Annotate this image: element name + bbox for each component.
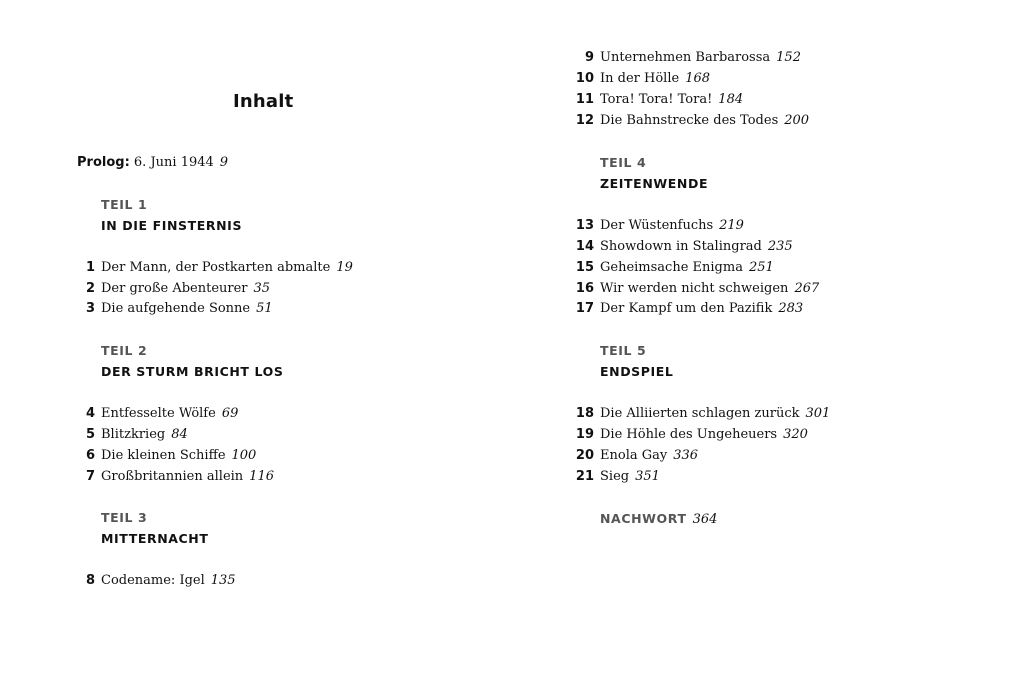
nachwort-page: 364 (692, 512, 718, 527)
chapter-page: 84 (171, 427, 188, 442)
chapter-number: 19 (575, 427, 594, 442)
chapter-number: 18 (575, 406, 594, 421)
chapter-number: 5 (85, 427, 95, 442)
toc-heading: Inhalt (233, 91, 294, 112)
chapter-page: 116 (249, 469, 274, 484)
chapter-page: 320 (783, 427, 808, 442)
chapter-title: Die Bahnstrecke des Todes (600, 113, 779, 128)
part-title: MITTERNACHT (101, 531, 209, 546)
chapter-title: Codename: Igel (101, 573, 205, 588)
chapter-title: Der große Abenteurer (101, 281, 248, 296)
chapter-number: 12 (575, 113, 594, 128)
chapter-page: 283 (778, 301, 804, 316)
part-label: TEIL 5 (600, 343, 647, 358)
part-title: IN DIE FINSTERNIS (101, 218, 243, 233)
chapter-title: Geheimsache Enigma (600, 260, 743, 275)
chapter-title: Wir werden nicht schweigen (600, 281, 789, 296)
chapter-number: 7 (85, 469, 95, 484)
chapter-number: 21 (575, 469, 594, 484)
chapter-page: 351 (635, 469, 660, 484)
chapter-number: 8 (85, 573, 95, 588)
part-label: TEIL 1 (101, 197, 148, 212)
chapter-number: 11 (575, 92, 594, 107)
chapter-title: Die aufgehende Sonne (101, 301, 251, 316)
part-2 (101, 342, 283, 381)
chapter-title: Sieg (600, 469, 630, 484)
chapter-title: Die Höhle des Ungeheuers (600, 427, 778, 442)
chapter-page: 135 (210, 573, 236, 588)
chapter-number: 17 (575, 301, 594, 316)
prolog-label: Prolog: (77, 155, 130, 170)
chapter-page: 301 (805, 406, 831, 421)
chapter-title: Tora! Tora! Tora! (600, 92, 713, 107)
chapter-title: Die kleinen Schiffe (101, 448, 226, 463)
chapter-page: 184 (718, 92, 744, 107)
chapter-page: 152 (776, 50, 801, 65)
chapter-number: 3 (85, 301, 95, 316)
prolog-title: 6. Juni 1944 (133, 155, 214, 170)
chapter-number: 20 (575, 448, 594, 463)
chapter-title: Großbritannien allein (101, 469, 244, 484)
part-title: DER STURM BRICHT LOS (101, 364, 284, 379)
chapter-number: 16 (575, 281, 594, 296)
chapter-number: 2 (85, 281, 95, 296)
part-4 (600, 154, 708, 193)
chapter-title: Entfesselte Wölfe (101, 406, 216, 421)
chapter-title: Unternehmen Barbarossa (600, 50, 771, 65)
chapter-page: 35 (253, 281, 271, 296)
chapter-number: 4 (85, 406, 95, 421)
chapter-number: 13 (575, 218, 594, 233)
chapter-title: Der Mann, der Postkarten abmalte (101, 260, 331, 275)
chapter-page: 51 (256, 301, 273, 316)
chapter-page: 19 (336, 260, 353, 275)
chapter-page: 336 (673, 448, 699, 463)
chapter-page: 69 (221, 406, 239, 421)
nachwort-label: NACHWORT (600, 511, 687, 526)
chapter-title: Enola Gay (600, 448, 668, 463)
chapter-page: 168 (685, 71, 711, 86)
part-5 (600, 342, 674, 381)
part-label: TEIL 2 (101, 343, 148, 358)
chapter-page: 200 (784, 113, 810, 128)
chapter-number: 14 (575, 239, 594, 254)
chapter-number: 10 (575, 71, 594, 86)
chapter-title: Showdown in Stalingrad (600, 239, 762, 254)
chapter-page: 235 (767, 239, 793, 254)
chapter-title: Die Alliierten schlagen zurück (600, 406, 800, 421)
nachwort-entry (600, 509, 717, 529)
part-label: TEIL 4 (600, 155, 647, 170)
chapter-number: 1 (85, 260, 95, 275)
chapter-page: 100 (231, 448, 257, 463)
chapter-number: 15 (575, 260, 594, 275)
part-1 (101, 196, 242, 235)
part-title: ZEITENWENDE (600, 176, 709, 191)
chapter-title: Der Kampf um den Pazifik (600, 301, 773, 316)
chapter-title: Der Wüstenfuchs (600, 218, 714, 233)
prolog-page: 9 (219, 155, 229, 170)
chapter-page: 219 (719, 218, 744, 233)
part-3 (101, 509, 209, 548)
part-title: ENDSPIEL (600, 364, 674, 379)
chapter-page: 251 (748, 260, 774, 275)
chapter-title: In der Hölle (600, 71, 680, 86)
prolog-entry (77, 153, 228, 173)
part-label: TEIL 3 (101, 510, 148, 525)
chapter-number: 9 (584, 50, 594, 65)
chapter-page: 267 (794, 281, 820, 296)
chapter-title: Blitzkrieg (101, 427, 166, 442)
chapter-number: 6 (85, 448, 95, 463)
